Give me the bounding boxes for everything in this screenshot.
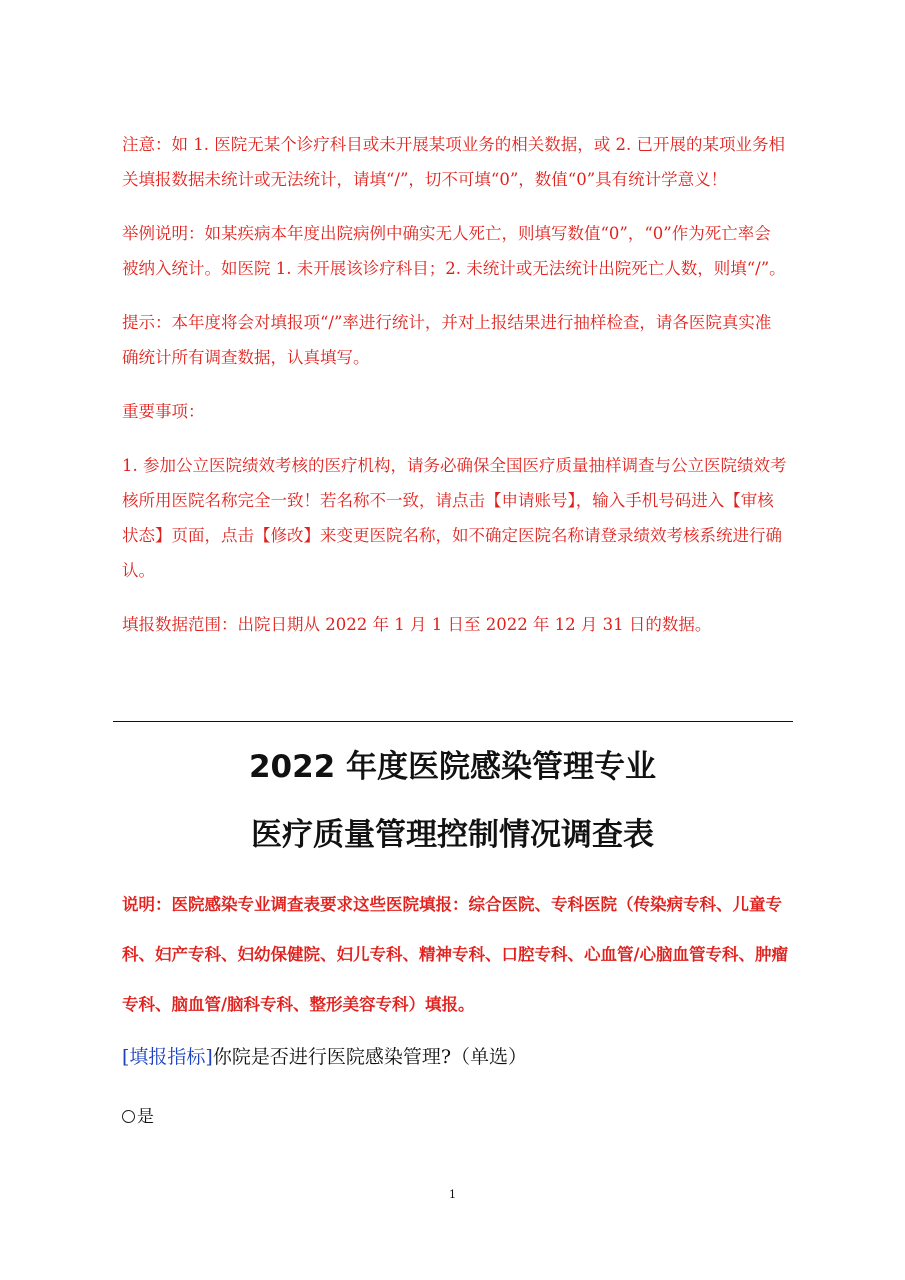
attention-note: 注意：如 1. 医院无某个诊疗科目或未开展某项业务的相关数据，或 2. 已开展的某项业务相关填报数据未统计或无法统计，请填“/”，切不可填“0”，数值“0”具有统计学意义！: [122, 135, 785, 189]
option-yes-label: 是: [137, 1107, 154, 1127]
survey-title-line1: 2022 年度医院感染管理专业: [248, 749, 657, 785]
page-number: 1: [449, 1188, 456, 1201]
date-range-note: 填报数据范围：出院日期从 2022 年 1 月 1 日至 2022 年 12 月 31 日的数据。: [122, 615, 712, 634]
example-note: 举例说明：如某疾病本年度出院病例中确实无人死亡，则填写数值“0”，“0”作为死亡率会被纳入统计。如医院 1. 未开展该诊疗科目；2. 未统计或无法统计出院死亡人数，则填“/”。: [122, 224, 786, 278]
question-text: 你院是否进行医院感染管理?（单选）: [212, 1046, 528, 1068]
question-tag: [填报指标]: [122, 1046, 213, 1068]
survey-title-line2: 医疗质量管理控制情况调查表: [251, 817, 654, 853]
tip-note: 提示：本年度将会对填报项“/”率进行统计，并对上报结果进行抽样检查，请各医院真实准确统计所有调查数据，认真填写。: [122, 313, 772, 367]
question-row: [122, 1040, 792, 1074]
radio-circle-icon[interactable]: [122, 1110, 135, 1123]
option-yes[interactable]: [122, 1100, 154, 1134]
notes-section: [122, 127, 787, 661]
important-heading: 重要事项：: [122, 402, 205, 421]
horizontal-divider: [113, 721, 793, 722]
survey-description: 说明：医院感染专业调查表要求这些医院填报：综合医院、专科医院（传染病专科、儿童专科、妇产专科、妇幼保健院、妇儿专科、精神专科、口腔专科、心血管/心脑血管专科、肿瘤专科、脑血管/脑科专科、整形美容专科）填报。: [122, 895, 789, 1014]
important-item: 1. 参加公立医院绩效考核的医疗机构，请务必确保全国医疗质量抽样调查与公立医院绩效考核所用医院名称完全一致！若名称不一致，请点击【申请账号】，输入手机号码进入【审核状态】页面，点击【修改】来变更医院名称，如不确定医院名称请登录绩效考核系统进行确认。: [122, 456, 787, 580]
